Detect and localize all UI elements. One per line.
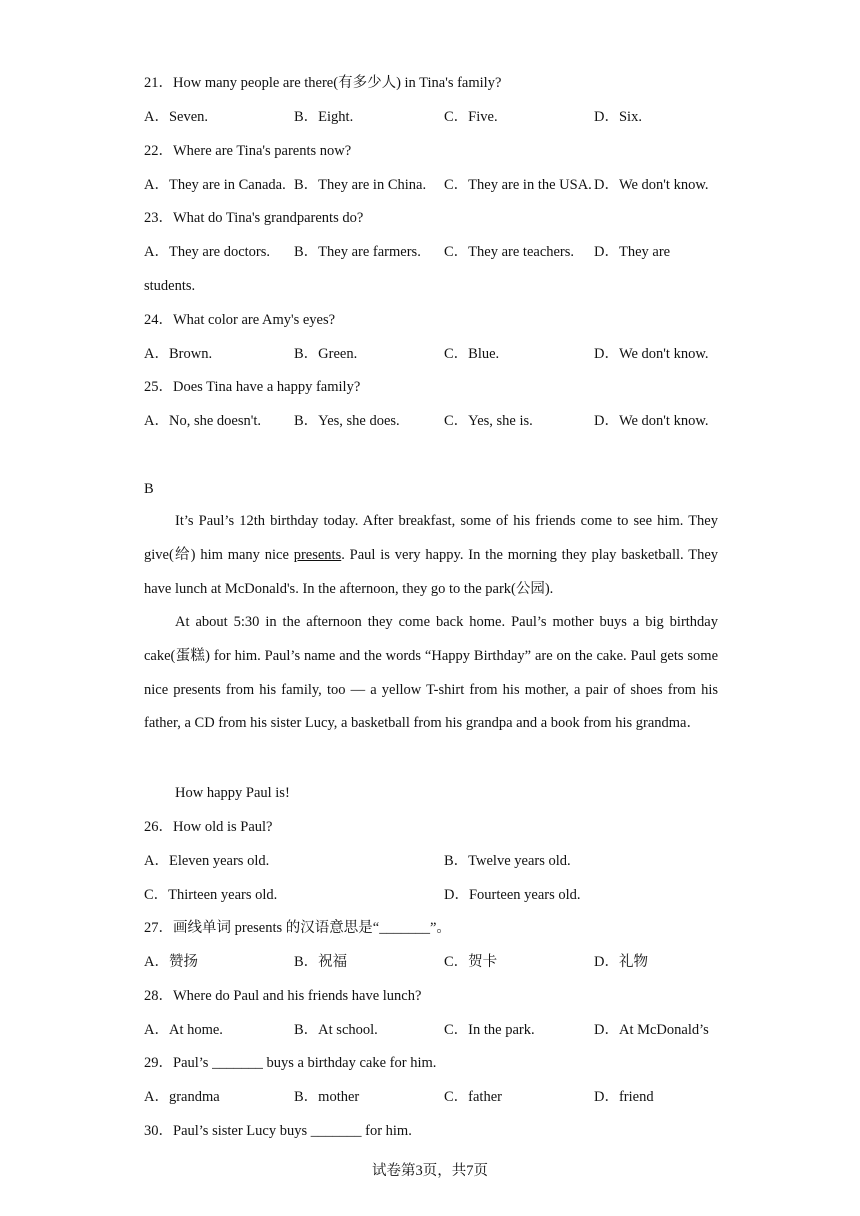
option-b: B．They are in China.	[294, 177, 427, 193]
option-c: C．Five.	[444, 109, 498, 125]
option-c: C．In the park.	[444, 1022, 535, 1038]
passage-paragraph-2: At about 5:30 in the afternoon they come back home. Paul’s mother buys a big birthday cake(蛋糕) for him. Paul’s name and the words “Happy Birthday” are on the cake. Paul gets some nice presents from his family, too — a yellow T-shirt from his mother, a pair of shoes from his father, a CD from his sister Lucy, a basketball from his grandpa and a book from his grandma．	[144, 614, 718, 732]
passage-paragraph-1	[144, 505, 718, 606]
option-d: D．Six.	[594, 109, 642, 125]
option-d: D．Fourteen years old.	[444, 887, 581, 903]
question-29: 29．Paul’s _______ buys a birthday cake for him.	[144, 1055, 437, 1071]
option-a: A．grandma	[144, 1089, 220, 1105]
question-23: 23．What do Tina's grandparents do?	[144, 210, 364, 226]
question-25: 25．Does Tina have a happy family?	[144, 379, 361, 395]
option-d: D．They are	[594, 244, 671, 260]
passage-paragraph-3: How happy Paul is!	[175, 785, 290, 801]
question-22: 22．Where are Tina's parents now?	[144, 143, 352, 159]
option-d: D．We don't know.	[594, 413, 709, 429]
option-a: A．At home.	[144, 1022, 223, 1038]
option-d: D．礼物	[594, 954, 648, 970]
question-23-option-d-wrap: students.	[144, 278, 196, 294]
option-c: C．Yes, she is.	[444, 413, 533, 429]
option-a: A．They are doctors.	[144, 244, 271, 260]
option-c: C．Thirteen years old.	[144, 887, 278, 903]
option-c: C．They are in the USA.	[444, 177, 592, 193]
option-a: A．Seven.	[144, 109, 209, 125]
option-d: D．friend	[594, 1089, 654, 1105]
option-b: B．mother	[294, 1089, 360, 1105]
option-b: B．Twelve years old.	[444, 853, 571, 869]
question-28: 28．Where do Paul and his friends have lunch?	[144, 988, 422, 1004]
option-c: C．贺卡	[444, 954, 498, 970]
option-c: C．father	[444, 1089, 502, 1105]
option-b: B．Yes, she does.	[294, 413, 400, 429]
option-a: A．They are in Canada.	[144, 177, 286, 193]
option-a: A．赞扬	[144, 954, 198, 970]
option-d: D．We don't know.	[594, 346, 709, 362]
option-b: B．Eight.	[294, 109, 354, 125]
passage-text: . Paul is very happy. In the morning they play basketball. They have lunch at McDonald's. In the afternoon, they go to the park(公园).	[144, 546, 719, 597]
question-27: 27．画线单词 presents 的汉语意思是“_______”。	[144, 920, 451, 936]
question-24: 24．What color are Amy's eyes?	[144, 312, 336, 328]
option-b: B．At school.	[294, 1022, 378, 1038]
question-21: 21．How many people are there(有多少人) in Tina's family?	[144, 75, 502, 91]
option-d: D．At McDonald’s	[594, 1022, 709, 1038]
question-30: 30．Paul’s sister Lucy buys _______ for him.	[144, 1123, 412, 1139]
option-c: C．They are teachers.	[444, 244, 575, 260]
page-footer: 试卷第3页，共7页	[372, 1163, 488, 1179]
option-a: A．No, she doesn't.	[144, 413, 261, 429]
underlined-word: presents	[293, 546, 342, 563]
option-d: D．We don't know.	[594, 177, 709, 193]
option-a: A．Brown.	[144, 346, 213, 362]
option-a: A．Eleven years old.	[144, 853, 270, 869]
option-c: C．Blue.	[444, 346, 500, 362]
option-b: B．They are farmers.	[294, 244, 421, 260]
passage-text: It’s Paul’s 12th birthday today. After breakfast, some of his friends come to see him. They give(给) him many nice	[144, 513, 718, 563]
option-b: B．Green.	[294, 346, 358, 362]
option-b: B．祝福	[294, 954, 348, 970]
section-heading: B	[144, 481, 154, 497]
question-26: 26．How old is Paul?	[144, 819, 273, 835]
